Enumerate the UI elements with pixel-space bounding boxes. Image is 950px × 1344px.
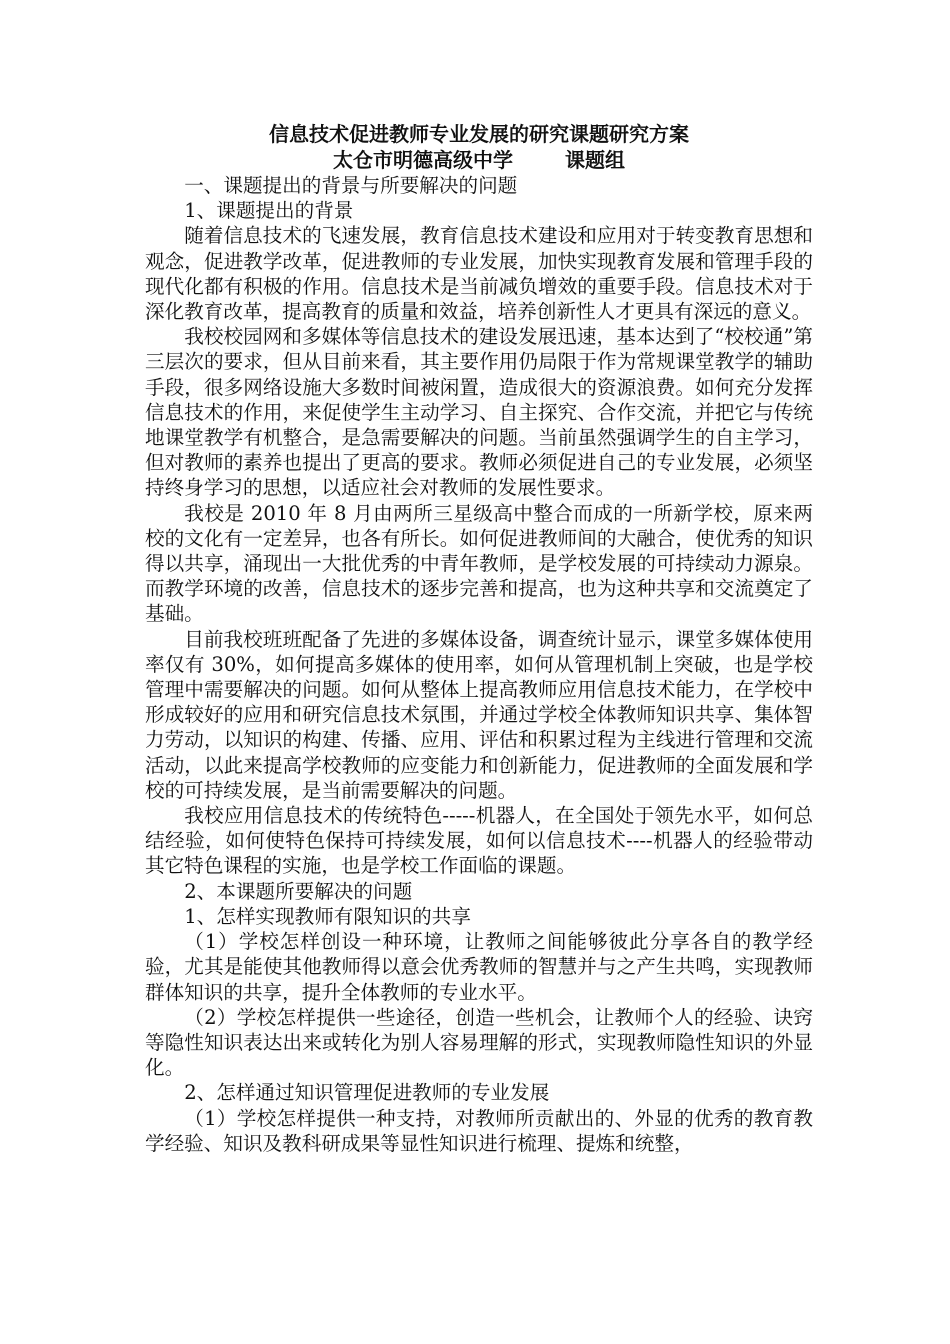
section-heading: 1、怎样实现教师有限知识的共享 <box>184 904 471 928</box>
section-heading: 2、本课题所要解决的问题 <box>184 879 413 903</box>
paragraph: （1）学校怎样创设一种环境，让教师之间能够彼此分享各自的教学经验，尤其是能使其他教师得以意会优秀教师的智慧并与之产生共鸣，实现教师群体知识的共享，提升全体教师的专业水平。 <box>145 930 813 1004</box>
paragraph: （2）学校怎样提供一些途径，创造一些机会，让教师个人的经验、诀窍等隐性知识表达出来或转化为别人容易理解的形式，实现教师隐性知识的外显化。 <box>145 1005 813 1080</box>
research-group: 课题组 <box>565 148 625 172</box>
section-heading: 1、课题提出的背景 <box>184 199 354 223</box>
paragraph: 我校校园网和多媒体等信息技术的建设发展迅速，基本达到了“校校通”第三层次的要求，但从目前来看，其主要作用仍局限于作为常规课堂教学的辅助手段，很多网络设施大多数时间被闲置，造成很大的资源浪费。如何充分发挥信息技术的作用，来促使学生主动学习、自主探究、合作交流，并把它与传统地课堂教学有机整合，是急需要解决的问题。当前虽然强调学生的自主学习，但对教师的素养也提出了更高的要求。教师必须促进自己的专业发展，必须坚持终身学习的思想，以适应社会对教师的发展性要求。 <box>145 325 813 500</box>
paragraph: 我校是 2010 年 8 月由两所三星级高中整合而成的一所新学校，原来两校的文化有一定差异，也各有所长。如何促进教师间的大融合，使优秀的知识得以共享，涌现出一大批优秀的中青年教师，是学校发展的可持续动力源泉。而教学环境的改善，信息技术的逐步完善和提高，也为这种共享和交流奠定了基础。 <box>145 501 813 626</box>
document-text <box>145 173 813 1156</box>
school-name: 太仓市明德高级中学 <box>333 148 513 172</box>
section-heading: 2、怎样通过知识管理促进教师的专业发展 <box>184 1081 550 1105</box>
paragraph: 我校应用信息技术的传统特色-----机器人，在全国处于领先水平，如何总结经验，如何使特色保持可持续发展，如何以信息技术----机器人的经验带动其它特色课程的实施，也是学校工作面临的课题。 <box>145 804 813 878</box>
section-heading: 一、课题提出的背景与所要解决的问题 <box>184 174 518 197</box>
document-body <box>145 121 813 1156</box>
document-title: 信息技术促进教师专业发展的研究课题研究方案 <box>269 122 689 146</box>
paragraph: 随着信息技术的飞速发展，教育信息技术建设和应用对于转变教育思想和观念，促进教学改革，促进教师的专业发展，加快实现教育发展和管理手段的现代化都有积极的作用。信息技术是当前减负增效的重要手段。信息技术对于深化教育改革，提高教育的质量和效益，培养创新性人才更具有深远的意义。 <box>145 224 813 324</box>
paragraph: 目前我校班班配备了先进的多媒体设备，调查统计显示，课堂多媒体使用率仅有 30%，如何提高多媒体的使用率，如何从管理机制上突破，也是学校管理中需要解决的问题。如何从整体上提高教师应用信息技术能力，在学校中形成较好的应用和研究信息技术氛围，并通过学校全体教师知识共享、集体智力劳动，以知识的构建、传播、应用、评估和积累过程为主线进行管理和交流活动，以此来提高学校教师的应变能力和创新能力，促进教师的全面发展和学校的可持续发展，是当前需要解决的问题。 <box>145 627 813 802</box>
document-subtitle <box>145 147 813 173</box>
paragraph: （1）学校怎样提供一种支持，对教师所贡献出的、外显的优秀的教育教学经验、知识及教科研成果等显性知识进行梳理、提炼和统整， <box>145 1106 813 1155</box>
